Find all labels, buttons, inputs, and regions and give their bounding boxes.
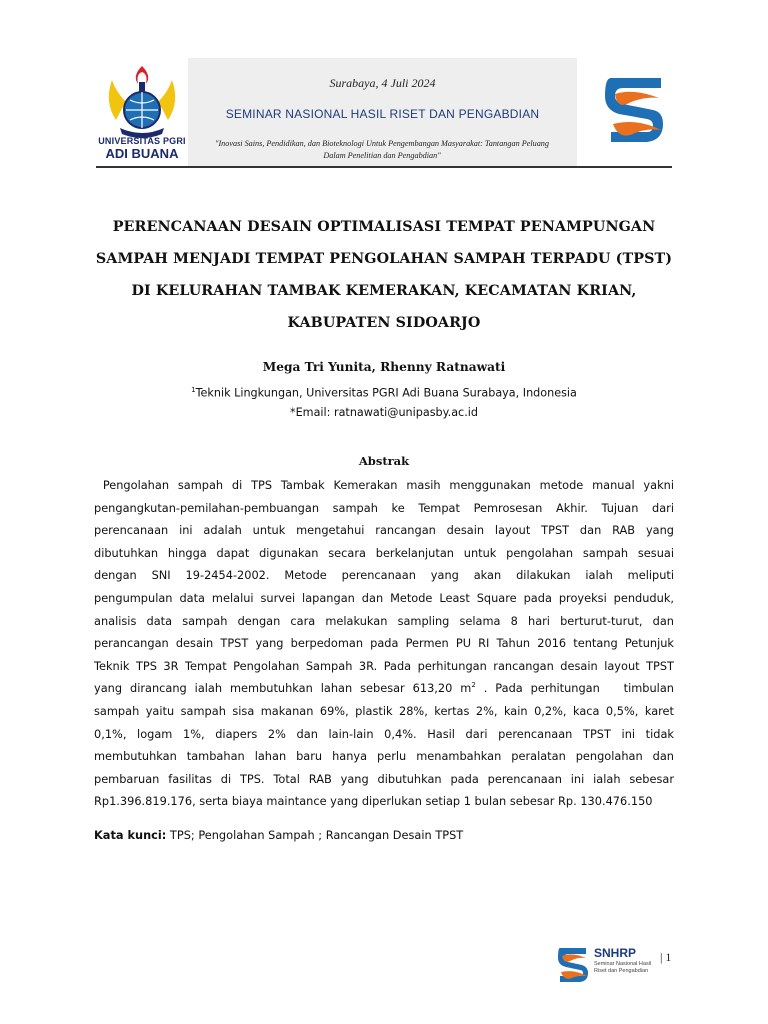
keywords xyxy=(94,828,674,842)
keywords-text: TPS; Pengolahan Sampah ; Rancangan Desain TPST xyxy=(166,828,464,842)
keywords-label: Kata kunci: xyxy=(94,828,167,842)
paper-authors: Mega Tri Yunita, Rhenny Ratnawati xyxy=(262,360,506,374)
title-line: SAMPAH MENJADI TEMPAT PENGOLAHAN SAMPAH TERPADU (TPST) xyxy=(95,251,673,267)
seminar-info-band xyxy=(188,58,577,166)
abstract-body xyxy=(94,474,674,813)
title-line: KABUPATEN SIDOARJO xyxy=(287,315,481,331)
page-header xyxy=(96,58,672,168)
abstract-line: dibutuhkan hingga dapat digunakan secara berkelanjutan untuk pengolahan sampah sesuai xyxy=(94,545,674,560)
snhrp-footer-logo-icon xyxy=(556,944,656,986)
abstract-line xyxy=(94,677,674,700)
snhrp-s-logo-icon xyxy=(603,74,667,146)
abstract-line: Teknik TPS 3R Tempat Pengolahan Sampah 3R. Pada perhitungan rancangan desain layout TPST xyxy=(94,658,674,673)
footer-logo-subtitle: Seminar Nasional Hasil Riset dan Pengabdian xyxy=(594,961,652,974)
abstract-line: Pengolahan sampah di TPS Tambak Kemerakan masih menggunakan metode manual yakni xyxy=(94,478,674,492)
title-line: DI KELURAHAN TAMBAK KEMERAKAN, KECAMATAN KRIAN, xyxy=(131,283,637,299)
seminar-theme xyxy=(202,138,562,162)
page-number: | 1 xyxy=(660,950,672,964)
abstract-line: perencanaan ini adalah untuk mengetahui rancangan desain layout TPST dan RAB yang xyxy=(94,523,674,538)
abstract-heading: Abstrak xyxy=(358,454,410,468)
seminar-theme-line1: "Inovasi Sains, Pendidikan, dan Bioteknologi Untuk Pengembangan Masyarakat: Tantangan Peluang xyxy=(215,139,549,148)
area-unit-superscript: 2 xyxy=(471,681,476,690)
seminar-title: SEMINAR NASIONAL HASIL RISET DAN PENGABDIAN xyxy=(225,107,540,121)
affiliation-mark: 1 xyxy=(191,386,196,394)
university-name-line2: ADI BUANA xyxy=(105,146,179,161)
seminar-date: Surabaya, 4 Juli 2024 xyxy=(329,76,436,90)
abstract-line-text: yang dirancang ialah membutuhkan lahan sebesar 613,20 m xyxy=(94,681,472,696)
abstract-line: analisis data sampah dengan cara melakukan sampling selama 8 hari berturut-turut, dan xyxy=(94,613,674,628)
author-email: *Email: ratnawati@unipasby.ac.id xyxy=(290,406,478,419)
abstract-line: pengumpulan data melalui survei lapangan dan Metode Least Square pada proyeksi penduduk, xyxy=(94,590,674,605)
abstract-line: pembaruan fasilitas di TPS. Total RAB yang dibutuhkan pada perencanaan ini ialah sebesar xyxy=(94,771,674,786)
title-line: PERENCANAAN DESAIN OPTIMALISASI TEMPAT PENAMPUNGAN xyxy=(112,219,656,235)
abstract-line: membutuhkan tambahan lahan baru hanya perlu menambahkan peralatan pengolahan dan xyxy=(94,749,674,764)
abstract-line: perancangan desain TPST yang berpedoman pada Permen PU RI Tahun 2016 tentang Petunjuk xyxy=(94,636,674,651)
seminar-theme-line2: Dalam Penelitian dan Pengabdian" xyxy=(323,151,441,160)
footer-logo-title: SNHRP xyxy=(594,946,637,960)
abstract-line: dengan SNI 19-2454-2002. Metode perencanaan yang akan dilakukan ialah meliputi xyxy=(94,568,674,583)
abstract-line: sampah yaitu sampah sisa makanan 69%, plastik 28%, kertas 2%, kain 0,2%, kaca 0,5%, karet xyxy=(94,703,674,718)
university-name-line1: UNIVERSITAS PGRI xyxy=(98,136,186,146)
abstract-line: pengangkutan-pemilahan-pembuangan sampah ke Tempat Pemrosesan Akhir. Tujuan dari xyxy=(94,500,674,515)
abstract-line-tail: . Pada perhitungan timbulan xyxy=(475,681,674,696)
abstract-line: Rp1.396.819.176, serta biaya maintance yang diperlukan setiap 1 bulan sebesar Rp. 130.476.150 xyxy=(94,794,653,809)
abstract-line: 0,1%, logam 1%, diapers 2% dan lain-lain 0,4%. Hasil dari perencanaan TPST ini tidak xyxy=(94,726,674,741)
paper-title xyxy=(70,211,698,339)
affiliation-text: Teknik Lingkungan, Universitas PGRI Adi Buana Surabaya, Indonesia xyxy=(195,386,577,400)
author-affiliation xyxy=(0,386,768,400)
